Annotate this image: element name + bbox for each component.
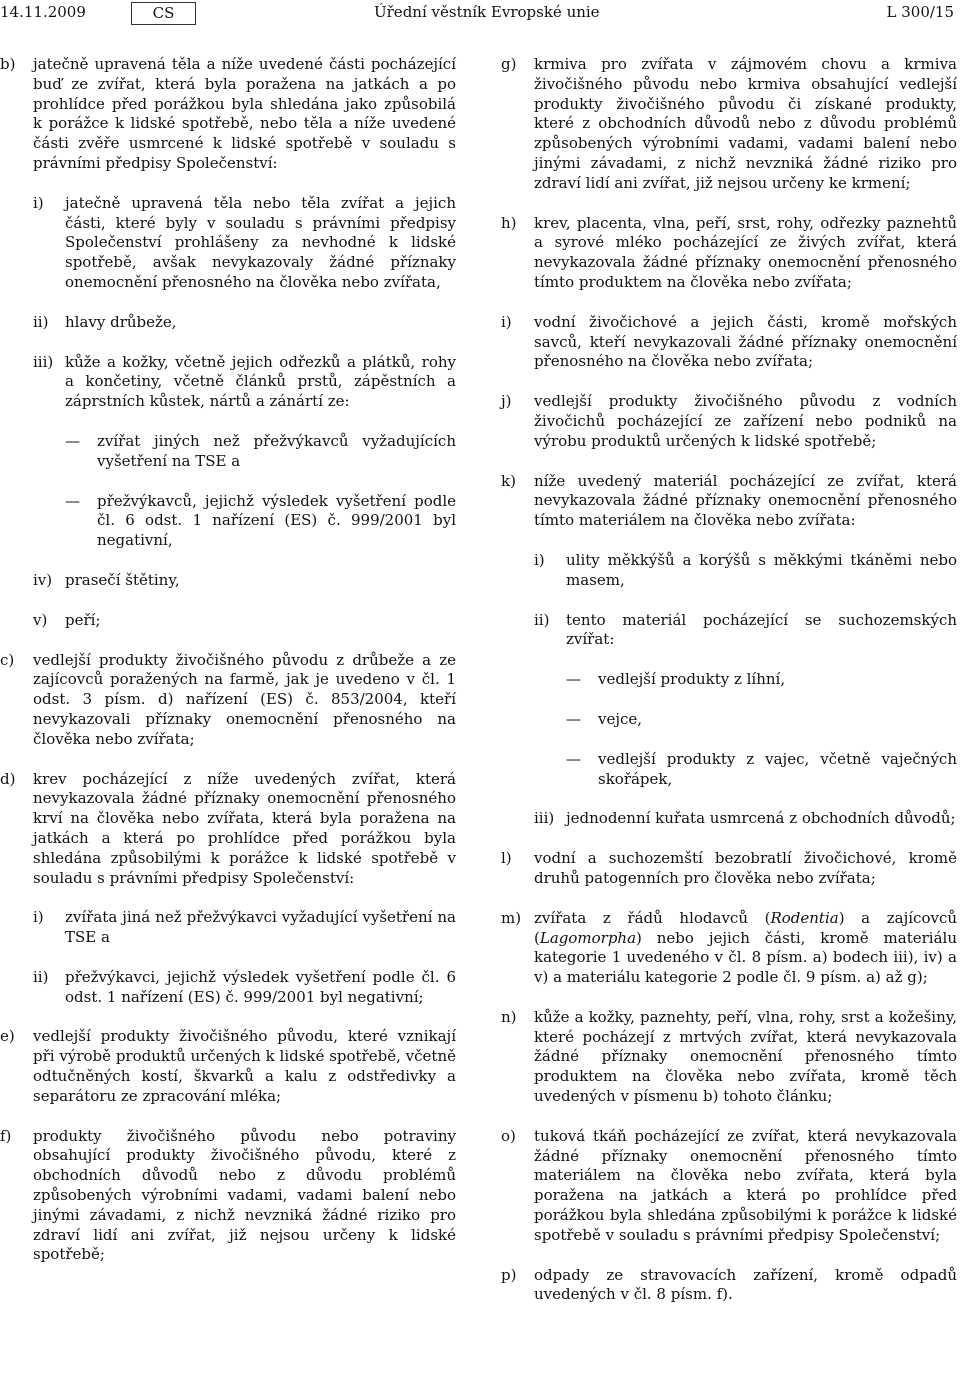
item-b-iv <box>0 571 456 591</box>
journal-title: Úřední věstník Evropské unie <box>374 3 600 21</box>
item-b-iii <box>0 353 456 412</box>
item-text: tento materiál pocházející se suchozemských zvířat: <box>566 610 957 649</box>
item-label: f) <box>0 1126 12 1145</box>
item-i <box>501 313 957 372</box>
dash-label: — <box>65 431 80 450</box>
item-label: i) <box>534 550 545 569</box>
publication-date: 14.11.2009 <box>0 3 86 21</box>
item-k-ii-dash-2 <box>501 710 957 730</box>
dash-label: — <box>566 709 581 728</box>
item-p <box>501 1266 957 1306</box>
item-d-i <box>0 908 456 948</box>
item-g <box>501 55 957 194</box>
item-b-i <box>0 194 456 293</box>
item-k-iii <box>501 809 957 829</box>
item-text: peří; <box>65 610 101 629</box>
item-label: b) <box>0 55 16 73</box>
item-text: zvířat jiných než přežvýkavců vyžadujících vyšetření na TSE a <box>97 431 456 470</box>
right-column <box>501 55 957 1325</box>
item-n <box>501 1008 957 1107</box>
item-text: jatečně upravená těla nebo těla zvířat a jejich části, které byly v souladu s právními předpisy Společenství prohlášeny za nevhodné k lidské spotřebě, avšak nevykazovaly žádné příznaky onemocnění přenosného na člověka nebo zvířata, <box>65 193 456 291</box>
page-number: L 300/15 <box>886 3 954 21</box>
item-label: m) <box>501 908 522 927</box>
item-b-iii-dash-1 <box>0 432 456 472</box>
item-text: vodní živočichové a jejich části, kromě mořských savců, kteří nevykazovali žádné příznaky onemocnění přenosného na člověka nebo zvířata; <box>534 312 957 371</box>
item-label: ii) <box>534 610 550 629</box>
item-label: ii) <box>33 967 49 986</box>
item-label: j) <box>501 392 512 411</box>
item-l <box>501 849 957 889</box>
item-h <box>501 214 957 293</box>
item-text: vedlejší produkty živočišného původu z drůbeže a ze zajícovců poražených na farmě, jak je uvedeno v čl. 1 odst. 3 písm. d) nařízení (ES) č. 853/2004, kteří nevykazovali příznaky onemocnění přenosného na člověka nebo zvířata; <box>33 650 456 748</box>
item-text: níže uvedený materiál pocházející ze zvířat, která nevykazovala žádné příznaky onemocnění přenosného tímto materiálem na člověka nebo zvířata: <box>534 471 957 530</box>
page-header <box>0 0 960 30</box>
item-text: vedlejší produkty z vajec, včetně vaječných skořápek, <box>598 749 957 788</box>
item-text: krev pocházející z níže uvedených zvířat, která nevykazovala žádné příznaky onemocnění přenosného krví na člověka nebo zvířata, která byla poražena na jatkách a která po prohlídce před porážkou byla shledána způsobilými k porážce k lidské spotřebě v souladu s právními předpisy Společenství: <box>33 769 456 887</box>
left-column <box>0 55 456 1285</box>
item-text: zvířata jiná než přežvýkavci vyžadující vyšetření na TSE a <box>65 908 456 947</box>
item-text: vodní a suchozemští bezobratlí živočichové, kromě druhů patogenních pro člověka nebo zvířata; <box>534 849 957 887</box>
item-label: k) <box>501 471 516 490</box>
item-label: e) <box>0 1027 15 1046</box>
item-text: přežvýkavci, jejichž výsledek vyšetření podle čl. 6 odst. 1 nařízení (ES) č. 999/2001 byl negativní; <box>65 967 456 1006</box>
item-e <box>0 1027 456 1106</box>
item-label: iv) <box>33 570 53 589</box>
item-b-v <box>0 611 456 631</box>
item-b <box>0 55 456 174</box>
latin-term-rodentia: Rodentia <box>770 908 839 927</box>
item-text-pre: zvířata z řádů hlodavců ( <box>534 908 771 927</box>
item-text: tuková tkáň pocházející ze zvířat, která nevykazovala žádné příznaky onemocnění přenosného tímto materiálem na člověka nebo zvířata, která byla poražena na jatkách a která po prohlídce před porážkou byla shledána způsobilými k porážce k lidské spotřebě v souladu s právními předpisy Společenství; <box>534 1126 957 1244</box>
item-label: l) <box>501 849 512 868</box>
item-text: vedlejší produkty z líhní, <box>598 670 786 689</box>
item-label: g) <box>501 55 517 73</box>
item-b-iii-dash-2 <box>0 492 456 551</box>
latin-term-lagomorpha: Lagomorpha <box>539 928 637 947</box>
item-label: c) <box>0 650 15 669</box>
item-text: vedlejší produkty živočišného původu, které vznikají při výrobě produktů určených k lidské spotřebě, včetně odtučněných kostí, škvarků a kalu z odstředivky a separátoru ze zpracování mléka; <box>33 1027 456 1105</box>
item-text-mid: ) a zajícovců ( <box>534 908 958 947</box>
item-text: krev, placenta, vlna, peří, srst, rohy, odřezky paznehtů a syrové mléko pocházející ze živých zvířat, která nevykazovala žádné příznaky onemocnění přenosného tímto produktem na člověka nebo zvířata; <box>534 213 957 291</box>
item-label: i) <box>33 193 44 212</box>
item-k-ii-dash-1 <box>501 670 957 690</box>
item-label: h) <box>501 213 517 232</box>
item-text: vejce, <box>598 709 643 728</box>
item-label: iii) <box>33 352 54 371</box>
item-label: d) <box>0 769 16 788</box>
item-text: jednodenní kuřata usmrcená z obchodních důvodů; <box>566 809 956 828</box>
dash-label: — <box>65 491 80 510</box>
item-d <box>0 770 456 889</box>
language-box: CS <box>131 2 196 25</box>
item-text: odpady ze stravovacích zařízení, kromě odpadů uvedených v čl. 8 písm. f). <box>534 1265 957 1304</box>
dash-label: — <box>566 670 581 689</box>
item-text: hlavy drůbeže, <box>65 312 177 331</box>
item-text: přežvýkavců, jejichž výsledek vyšetření podle čl. 6 odst. 1 nařízení (ES) č. 999/2001 byl negativní, <box>97 491 456 550</box>
item-k <box>501 472 957 531</box>
item-text-post: ) nebo jejich části, kromě materiálu kategorie 1 uvedeného v čl. 8 písm. a) bodech iii), iv) a v) a materiálu kategorie 2 podle čl. 9 písm. a) až g); <box>534 928 957 987</box>
item-d-ii <box>0 968 456 1008</box>
item-text: kůže a kožky, včetně jejich odřezků a plátků, rohy a končetiny, včetně článků prstů, zápěstních a záprstních kůstek, nártů a zánártí ze: <box>65 352 456 411</box>
item-o <box>501 1127 957 1246</box>
item-text: prasečí štětiny, <box>65 570 180 589</box>
item-label: o) <box>501 1126 516 1145</box>
item-c <box>0 651 456 750</box>
item-label: n) <box>501 1007 517 1026</box>
item-j <box>501 392 957 451</box>
item-text: produkty živočišného původu nebo potraviny obsahující produkty živočišného původu, které z obchodních důvodů nebo z důvodu problémů způsobených výrobními vadami, vadami balení nebo jinými závadami, z nichž nevzniká žádné riziko pro zdraví lidí ani zvířat, již nejsou určeny k lidské spotřebě; <box>33 1126 456 1264</box>
item-label: iii) <box>534 809 555 828</box>
item-label: ii) <box>33 312 49 331</box>
dash-label: — <box>566 749 581 768</box>
item-k-ii <box>501 611 957 651</box>
item-label: v) <box>33 610 48 629</box>
item-m <box>501 909 957 988</box>
item-text: jatečně upravená těla a níže uvedené části pocházející buď ze zvířat, která byla poražena na jatkách a po prohlídce před porážkou byla shledána jako způsobilá k porážce k lidské spotřebě, nebo těla a níže uvedené části zvěře usmrcené k lidské spotřebě v souladu s právními předpisy Společenství: <box>33 55 456 172</box>
item-f <box>0 1127 456 1266</box>
item-text: ulity měkkýšů a korýšů s měkkými tkáněmi nebo masem, <box>566 550 957 589</box>
item-label: i) <box>33 908 44 927</box>
item-text: kůže a kožky, paznehty, peří, vlna, rohy, srst a kožešiny, které pocházejí z mrtvých zvířat, která nevykazovala žádné příznaky onemocnění přenosného tímto produktem na člověka nebo zvířata, kromě těch uvedených v písmenu b) tohoto článku; <box>534 1007 957 1106</box>
item-label: i) <box>501 312 512 331</box>
item-k-ii-dash-3 <box>501 750 957 790</box>
item-text: vedlejší produkty živočišného původu z vodních živočichů pocházející ze zařízení nebo podniků na výrobu produktů určených k lidské spotřebě; <box>534 392 957 450</box>
item-label: p) <box>501 1265 517 1284</box>
item-b-ii <box>0 313 456 333</box>
item-text: krmiva pro zvířata v zájmovém chovu a krmiva živočišného původu nebo krmiva obsahující vedlejší produkty živočišného původu či získané produkty, které z obchodních důvodů nebo z důvodu problémů způsobených výrobními vadami, vadami balení nebo jinými závadami, z nichž nevzniká žádné riziko pro zdraví lidí ani zvířat, již nejsou určeny ke krmení; <box>534 55 957 192</box>
item-k-i <box>501 551 957 591</box>
